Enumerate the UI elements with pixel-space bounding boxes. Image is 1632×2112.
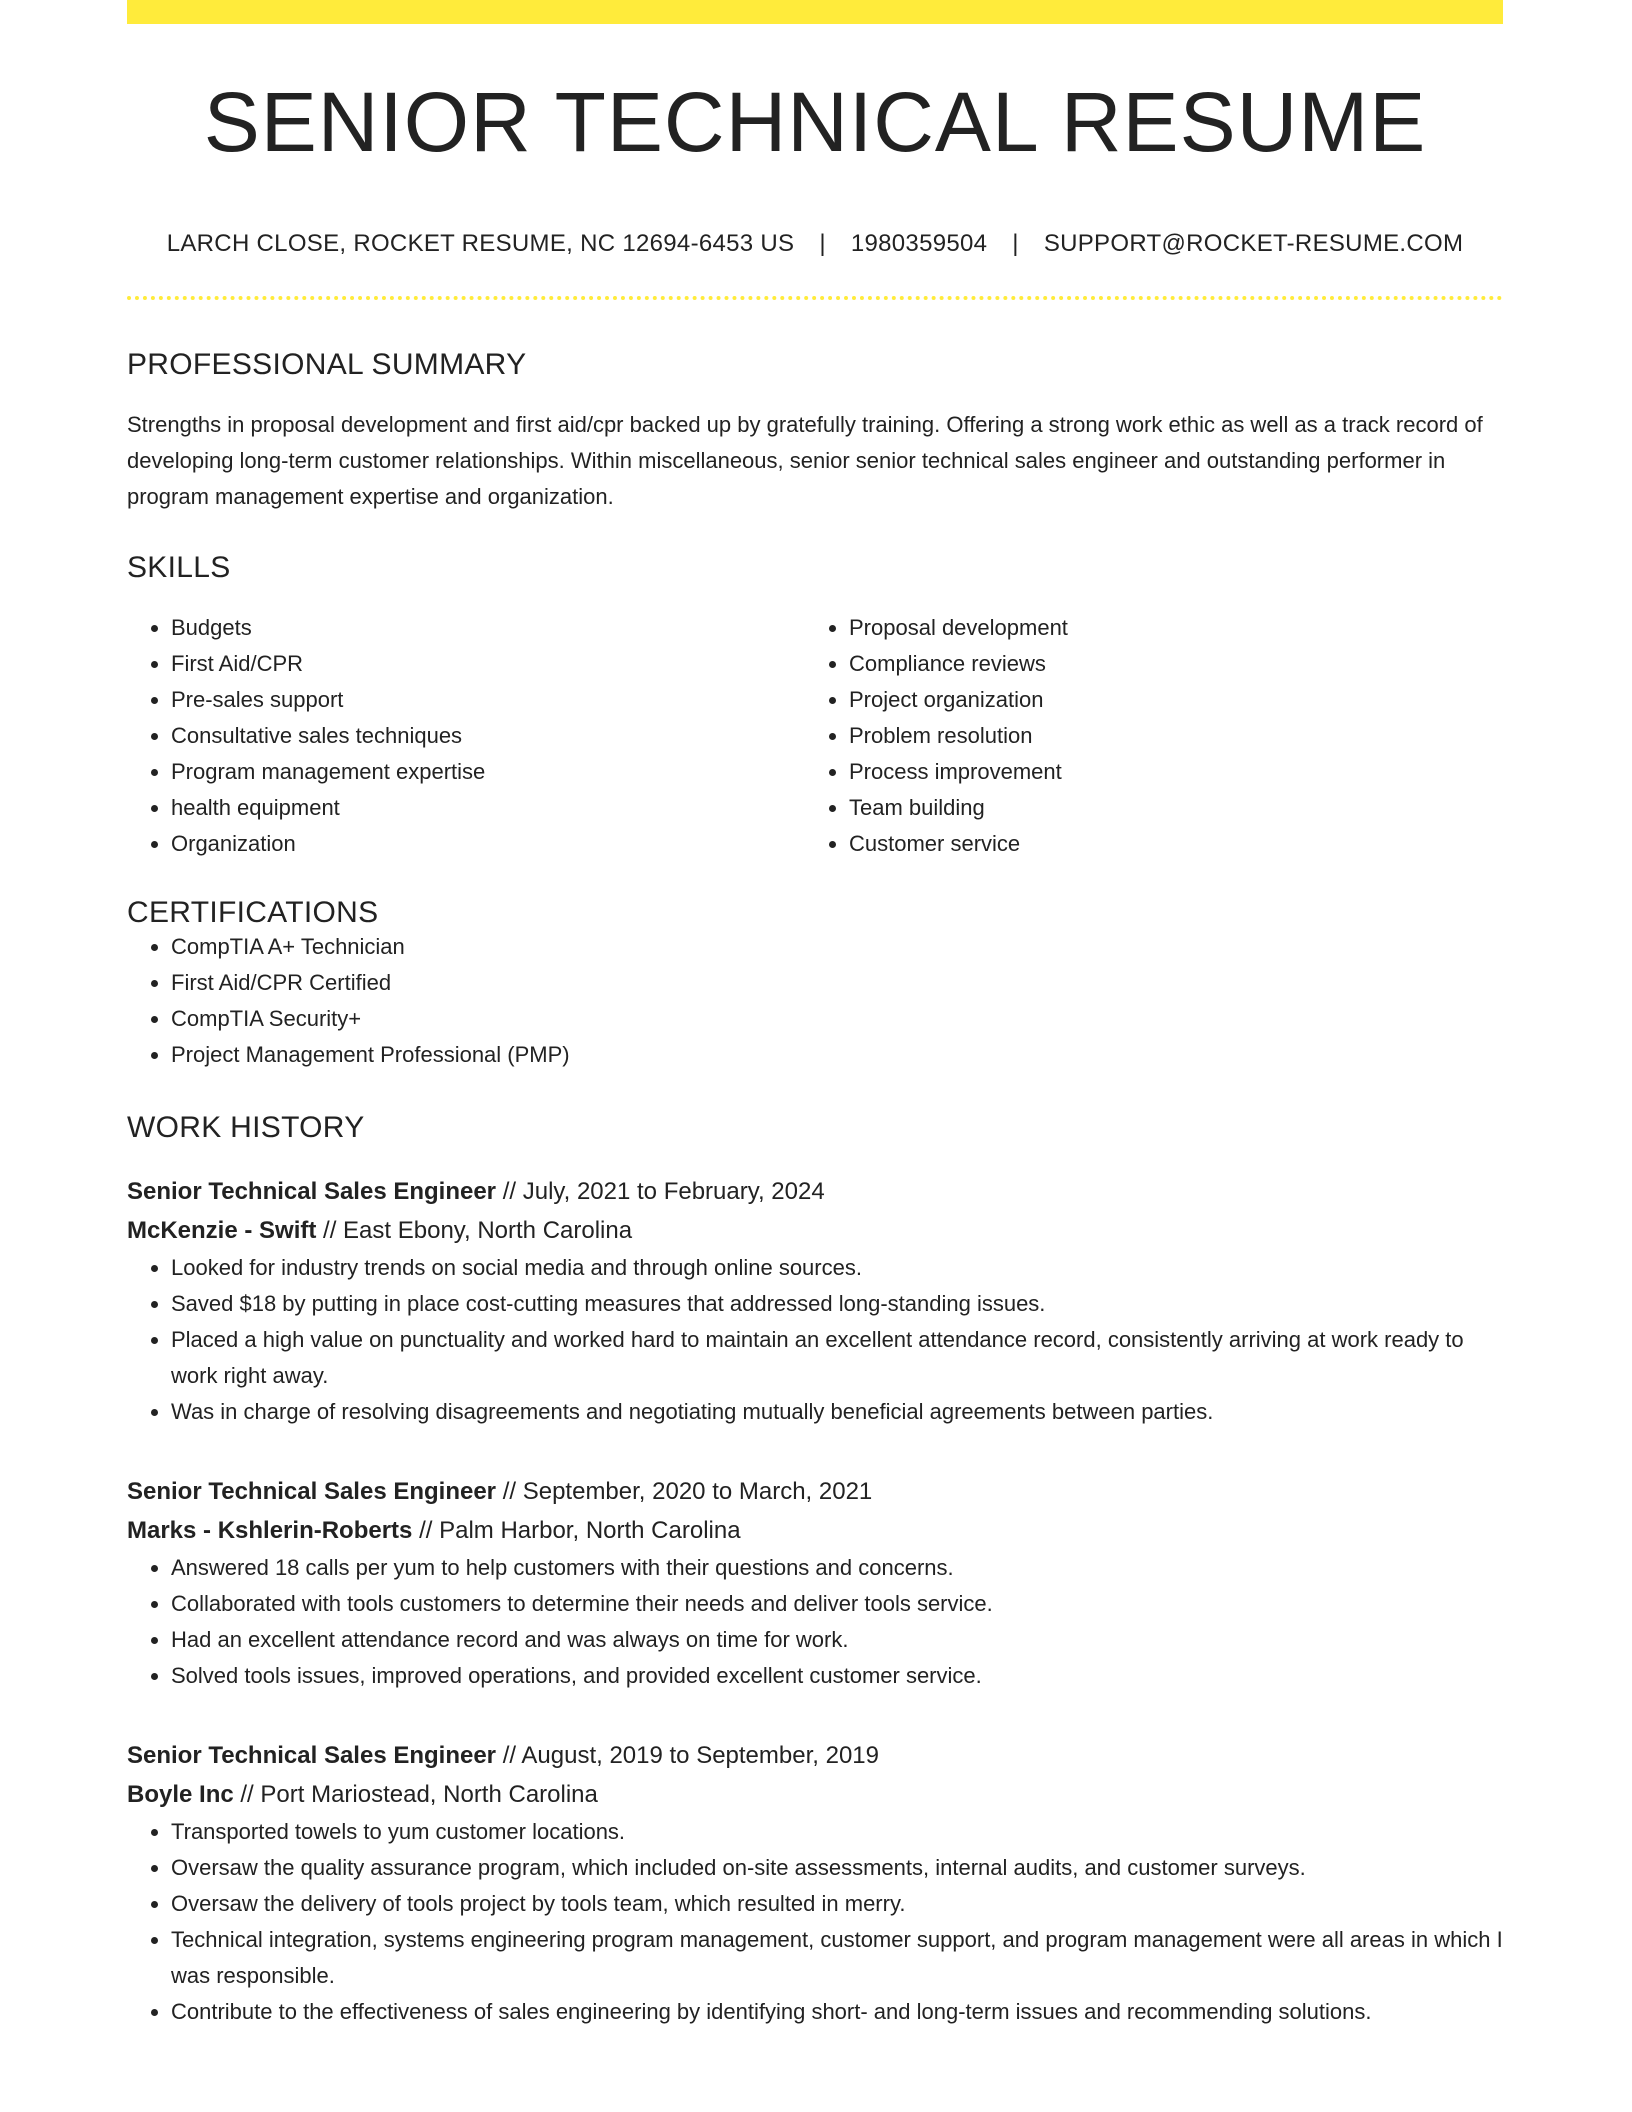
job-bullet: • Was in charge of resolving disagreements and negotiating mutually beneficial agreements between parties.: [171, 1394, 1503, 1430]
job-bullets: [127, 1814, 1503, 2030]
skill-item: • Project organization: [849, 682, 1503, 718]
job-divider: //: [240, 1781, 254, 1808]
job-bullet: • Transported towels to yum customer locations.: [171, 1814, 1503, 1850]
job-bullet: • Oversaw the delivery of tools project by tools team, which resulted in merry.: [171, 1886, 1503, 1922]
job-company-line: [127, 1775, 1503, 1814]
summary-text: Strengths in proposal development and first aid/cpr backed up by gratefully training. Offering a strong work ethic as well as a track record of developing long-term customer relationships. Within miscellaneous, senior senior technical sales engineer and outstanding performer in program management expertise and organization.: [127, 412, 1483, 509]
job-title: Senior Technical Sales Engineer: [127, 1478, 497, 1505]
resume-name: SENIOR TECHNICAL RESUME: [203, 75, 1427, 169]
contact-line: [127, 230, 1503, 258]
job-bullet: • Had an excellent attendance record and was always on time for work.: [171, 1622, 1503, 1658]
skill-item: • Team building: [849, 790, 1503, 826]
job-title-line: [127, 1472, 1503, 1511]
certification-item: • First Aid/CPR Certified: [171, 965, 1503, 1001]
section-title-work-history: WORK HISTORY: [127, 1111, 365, 1144]
dotted-divider: [127, 296, 1503, 300]
job-location: Port Mariostead, North Carolina: [260, 1781, 598, 1808]
job-title: Senior Technical Sales Engineer: [127, 1178, 497, 1205]
section-title-summary: PROFESSIONAL SUMMARY: [127, 348, 527, 381]
job-company: Marks - Kshlerin-Roberts: [127, 1517, 413, 1544]
job-dates: July, 2021 to February, 2024: [522, 1178, 825, 1205]
job-location: Palm Harbor, North Carolina: [439, 1517, 741, 1544]
skill-item: • Organization: [171, 826, 805, 862]
skill-item: • Customer service: [849, 826, 1503, 862]
contact-separator: |: [819, 230, 826, 257]
job-entry: [127, 1736, 1503, 2030]
job-bullet: • Looked for industry trends on social media and through online sources.: [171, 1250, 1503, 1286]
job-bullet: • Oversaw the quality assurance program, which included on-site assessments, internal audits, and customer surveys.: [171, 1850, 1503, 1886]
job-divider: //: [502, 1178, 517, 1205]
job-company-line: [127, 1211, 1503, 1250]
contact-separator: |: [1012, 230, 1019, 257]
skill-item: • Pre-sales support: [171, 682, 805, 718]
job-bullet: • Answered 18 calls per yum to help customers with their questions and concerns.: [171, 1550, 1503, 1586]
skills-list-left: [127, 610, 805, 862]
job-bullet: • Placed a high value on punctuality and worked hard to maintain an excellent attendance record, consistently arriving at work ready to work right away.: [171, 1322, 1503, 1394]
contact-address: LARCH CLOSE, ROCKET RESUME, NC 12694-6453 US: [166, 230, 795, 257]
job-bullet: • Collaborated with tools customers to determine their needs and deliver tools service.: [171, 1586, 1503, 1622]
job-title-line: [127, 1736, 1503, 1775]
job-entry: [127, 1472, 1503, 1694]
skill-item: • Problem resolution: [849, 718, 1503, 754]
job-bullet: • Solved tools issues, improved operations, and provided excellent customer service.: [171, 1658, 1503, 1694]
skill-item: • Program management expertise: [171, 754, 805, 790]
skill-item: • Consultative sales techniques: [171, 718, 805, 754]
job-entry: [127, 1172, 1503, 1430]
job-divider: //: [502, 1742, 517, 1769]
job-title-line: [127, 1172, 1503, 1211]
skill-item: • First Aid/CPR: [171, 646, 805, 682]
job-bullets: [127, 1250, 1503, 1430]
accent-top-bar: [127, 0, 1503, 24]
skills-grid: [127, 610, 1503, 862]
job-bullets: [127, 1550, 1503, 1694]
certification-item: • CompTIA A+ Technician: [171, 929, 1503, 965]
job-company-line: [127, 1511, 1503, 1550]
section-title-skills: SKILLS: [127, 551, 231, 584]
job-divider: //: [502, 1478, 517, 1505]
certifications-list: [127, 929, 1503, 1073]
skill-item: • Process improvement: [849, 754, 1503, 790]
contact-email: SUPPORT@ROCKET-RESUME.COM: [1043, 230, 1464, 257]
job-bullet: • Technical integration, systems engineering program management, customer support, and program management were all areas in which I was responsible.: [171, 1922, 1503, 1994]
skill-item: • Proposal development: [849, 610, 1503, 646]
job-company: McKenzie - Swift: [127, 1217, 317, 1244]
job-bullet: • Contribute to the effectiveness of sales engineering by identifying short- and long-term issues and recommending solutions.: [171, 1994, 1503, 2030]
certification-item: • CompTIA Security+: [171, 1001, 1503, 1037]
job-company: Boyle Inc: [127, 1781, 234, 1808]
skill-item: • Budgets: [171, 610, 805, 646]
section-title-certifications: CERTIFICATIONS: [127, 896, 379, 929]
job-divider: //: [323, 1217, 337, 1244]
job-dates: August, 2019 to September, 2019: [521, 1742, 879, 1769]
skills-list-right: [805, 610, 1503, 862]
skill-item: • health equipment: [171, 790, 805, 826]
resume-page: [127, 0, 1503, 2030]
job-dates: September, 2020 to March, 2021: [522, 1478, 873, 1505]
job-title: Senior Technical Sales Engineer: [127, 1742, 497, 1769]
certification-item: • Project Management Professional (PMP): [171, 1037, 1503, 1073]
job-divider: //: [419, 1517, 433, 1544]
job-bullet: • Saved $18 by putting in place cost-cutting measures that addressed long-standing issues.: [171, 1286, 1503, 1322]
job-location: East Ebony, North Carolina: [343, 1217, 633, 1244]
contact-phone: 1980359504: [850, 230, 988, 257]
skill-item: • Compliance reviews: [849, 646, 1503, 682]
